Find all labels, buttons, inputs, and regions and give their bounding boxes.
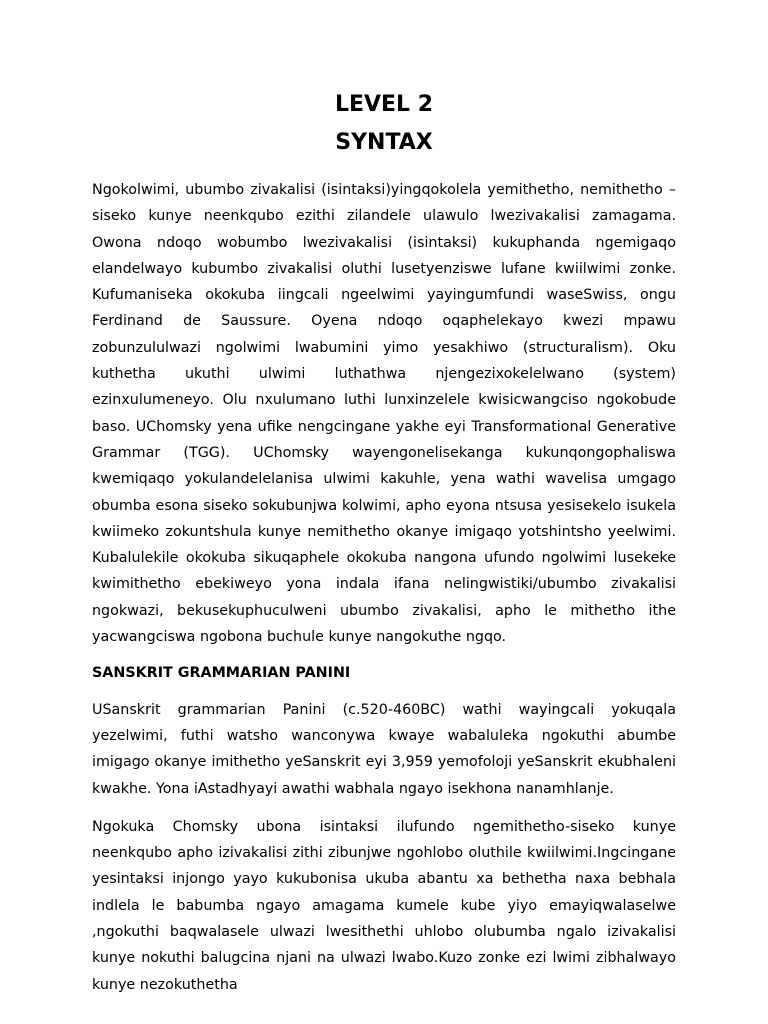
paragraph-panini: USanskrit grammarian Panini (c.520-460BC) wathi wayingcali yokuqala yezelwimi, futhi watsho wanconywa kwaye wabaluleka ngokuthi abumbe imigago okanye imithetho yeSanskrit eyi 3,959 yemofoloji yeSanskrit ekubhaleni kwakhe. Yona iAstadhyayi awathi wabhala ngayo isekhona nanamhlanje.	[92, 701, 676, 797]
document-title-level: LEVEL 2	[334, 92, 434, 117]
document-page	[92, 86, 676, 998]
section-heading-panini: SANSKRIT GRAMMARIAN PANINI	[92, 665, 351, 682]
document-title-syntax: SYNTAX	[335, 130, 433, 155]
paragraph-chomsky: Ngokuka Chomsky ubona isintaksi ilufundo ngemithetho-siseko kunye neenkqubo apho izivakalisi zithi zibunjwe ngohlobo oluthile kwiilwimi.Ingcingane yesintaksi injongo yayo kukubonisa ukuba abantu xa bethetha naxa bebhala indlela le babumba ngayo amagama kumele kube yiyo emayiqwalaselwe ,ngokuthi baqwalasele ulwazi lwesithethi uhlobo olubumba ngalo izivakalisi kunye nokuthi balugcina njani na ulwazi lwabo.Kuzo zonke ezi lwimi zibhalwayo kunye nezokuthetha	[92, 818, 676, 993]
paragraph-introduction: Ngokolwimi, ubumbo zivakalisi (isintaksi)yingqokolela yemithetho, nemithetho – siseko kunye neenkqubo ezithi zilandele ulawulo lwezivakalisi zamagama. Owona ndoqo wobumbo lwezivakalisi (isintaksi) kukuphanda ngemigaqo elandelwayo kubumbo zivakalisi oluthi lusetyenziswe lufane kwiilwimi zonke. Kufumaniseka okokuba iingcali ngeelwimi yayingumfundi waseSwiss, ongu Ferdinand de Saussure. Oyena ndoqo oqaphelekayo kwezi mpawu zobunzululwazi ngolwimi lwabumini yimo yesakhiwo (structuralism). Oku kuthetha ukuthi ulwimi luthathwa njengezixokelelwano (system) ezinxulumeneyo. Olu nxulumano luthi lunxinzelele kwisicwangciso ngokobude baso. UChomsky yena ufike nengcingane yakhe eyi Transformational Generative Grammar (TGG). UChomsky wayengonelisekanga kukunqongophaliswa kwemiqaqo yokulandelelanisa ulwimi kakuhle, yena wathi wavelisa umgago obumba esona siseko sokubunjwa kolwimi, apho eyona ntsusa yesisekelo isukela kwiimeko zokuntshula kunye nemithetho okanye imigaqo yotshintsho yeelwimi. Kubalulekile okokuba sikuqaphele okokuba nangona ufundo ngolwimi lusekeke kwimithetho ebekiweyo yona indala ifana nelingwistiki/ubumbo zivakalisi ngokwazi, bekusekuphuculweni ubumbo zivakalisi, apho le mithetho ithe yacwangciswa ngobona buchule kunye nangokuthe ngqo.	[92, 182, 676, 646]
